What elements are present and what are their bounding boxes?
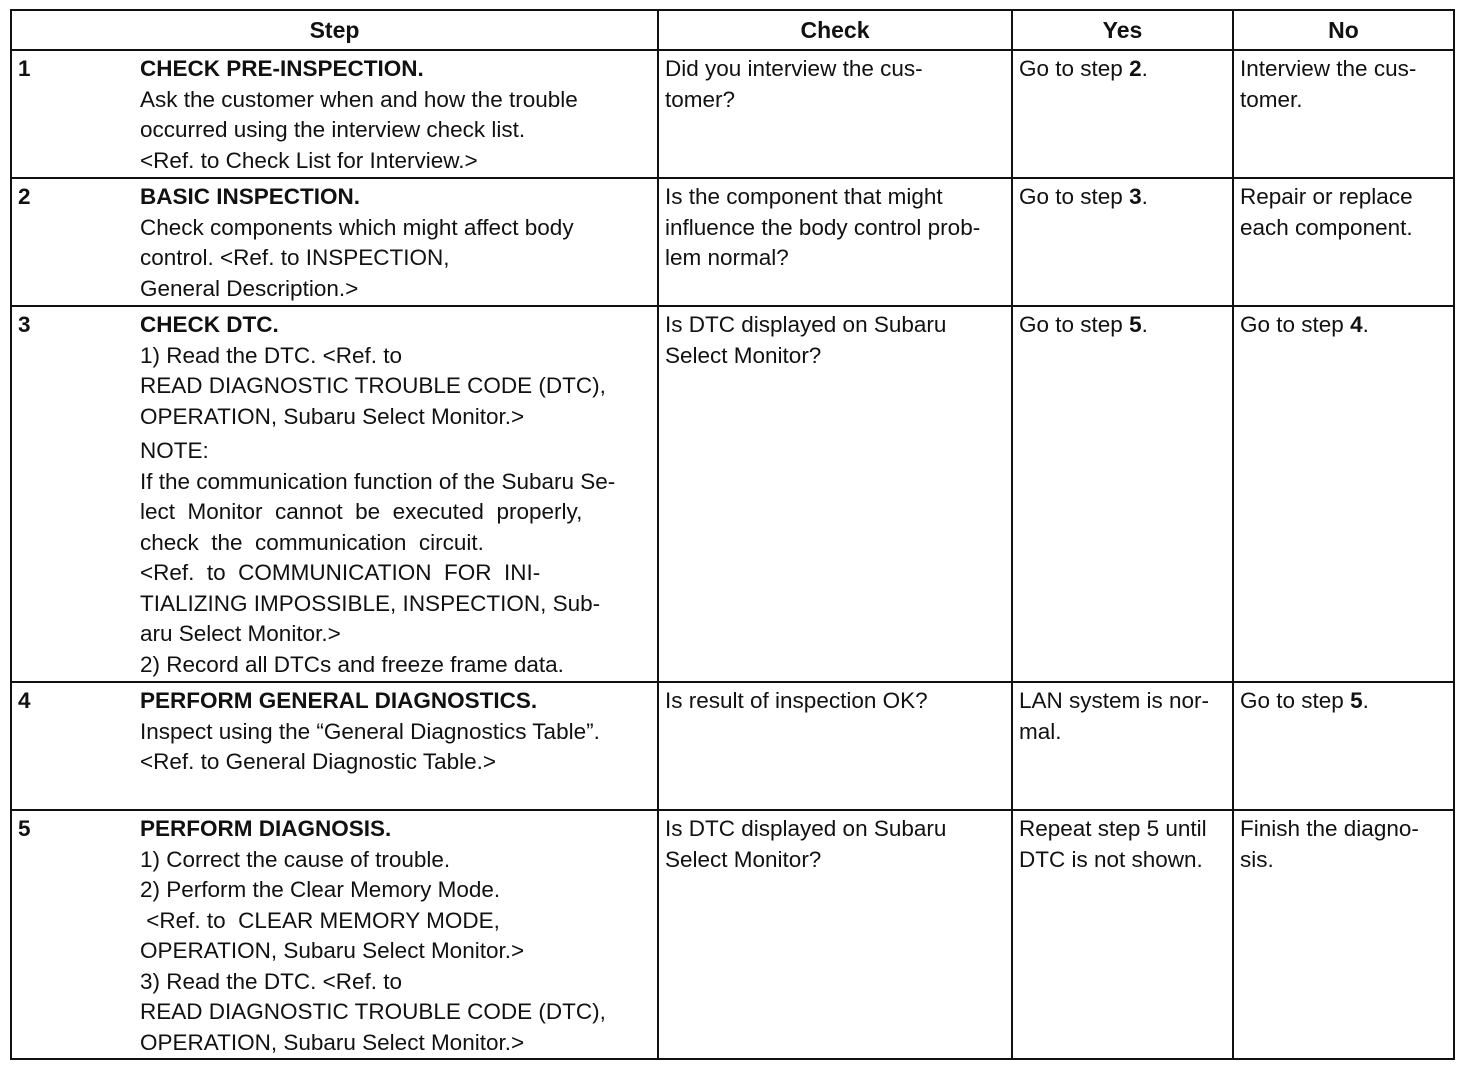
table-row: [11, 682, 1454, 810]
yes-suffix: .: [1141, 56, 1148, 81]
step-line: 1) Read the DTC. <Ref. to: [140, 342, 402, 368]
yes-cell: [1012, 810, 1233, 1059]
yes-line: LAN system is nor-: [1019, 688, 1210, 713]
check-cell: [658, 178, 1012, 306]
step-line: 3) Read the DTC. <Ref. to: [140, 968, 402, 994]
no-cell: [1233, 178, 1454, 306]
step-line: 2) Perform the Clear Memory Mode.: [140, 877, 501, 902]
no-step-ref: 4: [1350, 312, 1363, 337]
yes-step-ref: 3: [1129, 184, 1142, 209]
no-text: Go to step: [1240, 688, 1351, 713]
yes-suffix: .: [1141, 184, 1148, 209]
yes-cell: [1012, 306, 1233, 682]
check-line: tomer?: [665, 86, 736, 112]
no-line: Repair or replace: [1240, 184, 1413, 209]
step-line: READ DIAGNOSTIC TROUBLE CODE (DTC),: [140, 373, 606, 398]
no-cell: [1233, 810, 1454, 1059]
note-line: TIALIZING IMPOSSIBLE, INSPECTION, Sub-: [140, 590, 601, 616]
step-cell: [11, 306, 658, 682]
step-cell: [11, 50, 658, 178]
step-line: 1) Correct the cause of trouble.: [140, 846, 451, 872]
check-line: Select Monitor?: [665, 846, 822, 872]
no-line: Interview the cus-: [1240, 56, 1417, 81]
yes-line: mal.: [1019, 718, 1062, 744]
header-row: [11, 10, 1454, 50]
step-line: Inspect using the “General Diagnostics Table”.: [140, 718, 600, 744]
yes-line: Repeat step 5 until: [1019, 816, 1207, 841]
no-suffix: .: [1362, 312, 1369, 337]
no-line: tomer.: [1240, 86, 1303, 112]
no-cell: [1233, 306, 1454, 682]
no-line: Finish the diagno-: [1240, 816, 1419, 841]
yes-suffix: .: [1141, 312, 1148, 337]
check-line: lem normal?: [665, 245, 789, 270]
check-line: Is result of inspection OK?: [665, 688, 928, 713]
check-cell: [658, 682, 1012, 810]
step-number: 4: [18, 688, 31, 713]
check-line: Did you interview the cus-: [665, 56, 923, 81]
note-line: lect Monitor cannot be executed properly,: [140, 499, 583, 524]
step-title: PERFORM DIAGNOSIS.: [140, 816, 392, 841]
check-cell: [658, 306, 1012, 682]
step-number: 2: [18, 184, 31, 209]
step-title: CHECK DTC.: [140, 312, 279, 337]
note-line: <Ref. to COMMUNICATION FOR INI-: [140, 560, 541, 585]
step-number: 5: [18, 816, 31, 841]
step-line: control. <Ref. to INSPECTION,: [140, 245, 450, 270]
step-number: 1: [18, 56, 31, 81]
no-cell: [1233, 682, 1454, 810]
header-yes: Yes: [1012, 10, 1233, 50]
note-line: aru Select Monitor.>: [140, 621, 341, 646]
step-line: OPERATION, Subaru Select Monitor.>: [140, 1029, 525, 1055]
yes-step-ref: 5: [1129, 312, 1142, 337]
step-title: BASIC INSPECTION.: [140, 184, 361, 209]
yes-step-ref: 2: [1129, 56, 1142, 81]
no-line: sis.: [1240, 846, 1274, 872]
header-check: Check: [658, 10, 1012, 50]
yes-cell: [1012, 178, 1233, 306]
no-text: Go to step: [1240, 312, 1351, 337]
note-line: If the communication function of the Subaru Se-: [140, 468, 616, 494]
step-line: occurred using the interview check list.: [140, 117, 526, 142]
no-suffix: .: [1362, 688, 1369, 713]
yes-cell: [1012, 682, 1233, 810]
step-line: Check components which might affect body: [140, 214, 574, 240]
check-cell: [658, 50, 1012, 178]
step-title: PERFORM GENERAL DIAGNOSTICS.: [140, 688, 538, 713]
check-cell: [658, 810, 1012, 1059]
note-line: check the communication circuit.: [140, 529, 484, 555]
check-line: influence the body control prob-: [665, 214, 981, 240]
yes-text: Go to step: [1019, 184, 1130, 209]
check-line: Is the component that might: [665, 184, 943, 209]
step-line: OPERATION, Subaru Select Monitor.>: [140, 938, 525, 963]
note-label: NOTE:: [140, 438, 209, 463]
step-title: CHECK PRE-INSPECTION.: [140, 56, 424, 81]
no-cell: [1233, 50, 1454, 178]
step-line: Ask the customer when and how the trouble: [140, 86, 578, 112]
yes-line: DTC is not shown.: [1019, 846, 1203, 872]
yes-text: Go to step: [1019, 56, 1130, 81]
header-step: Step: [11, 10, 658, 50]
check-line: Is DTC displayed on Subaru: [665, 312, 947, 337]
table-row: [11, 810, 1454, 1059]
step-cell: [11, 178, 658, 306]
table-row: [11, 178, 1454, 306]
diagnostic-table: [10, 9, 1455, 1060]
check-line: Select Monitor?: [665, 342, 822, 368]
check-line: Is DTC displayed on Subaru: [665, 816, 947, 841]
step-line: READ DIAGNOSTIC TROUBLE CODE (DTC),: [140, 999, 606, 1024]
step-cell: [11, 810, 658, 1059]
no-line: each component.: [1240, 214, 1413, 240]
step-line: General Description.>: [140, 275, 359, 301]
no-step-ref: 5: [1350, 688, 1363, 713]
step-line: <Ref. to CLEAR MEMORY MODE,: [140, 907, 500, 933]
step-number: 3: [18, 312, 31, 337]
step-line: OPERATION, Subaru Select Monitor.>: [140, 403, 525, 429]
yes-text: Go to step: [1019, 312, 1130, 337]
table-row: [11, 50, 1454, 178]
step-line: 2) Record all DTCs and freeze frame data.: [140, 651, 564, 677]
table-row: [11, 306, 1454, 682]
step-line: <Ref. to Check List for Interview.>: [140, 147, 478, 173]
header-no: No: [1233, 10, 1454, 50]
yes-cell: [1012, 50, 1233, 178]
step-cell: [11, 682, 658, 810]
step-line: <Ref. to General Diagnostic Table.>: [140, 749, 497, 774]
